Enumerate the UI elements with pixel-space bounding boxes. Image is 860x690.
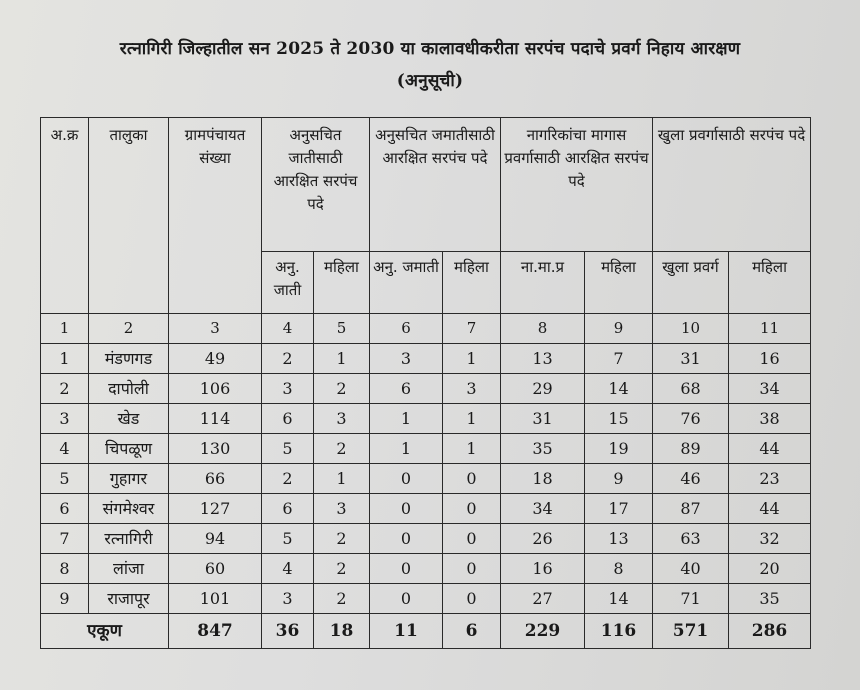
- taluka-cell: मंडणगड: [89, 344, 169, 374]
- table-row: [41, 524, 811, 554]
- sc-women-cell: 3: [314, 494, 370, 524]
- table-row: [41, 434, 811, 464]
- open-women-cell: 20: [729, 554, 811, 584]
- obc-women-cell: 14: [585, 584, 653, 614]
- sc-women-cell: 1: [314, 344, 370, 374]
- column-number: 11: [729, 314, 811, 344]
- open-cell: 46: [653, 464, 729, 494]
- sc-women-cell: 2: [314, 554, 370, 584]
- gp-count-cell: 114: [169, 404, 262, 434]
- sc-women-cell: 2: [314, 524, 370, 554]
- table-row: [41, 464, 811, 494]
- header-sc-women: महिला: [314, 252, 370, 314]
- column-number-row: [41, 314, 811, 344]
- gp-count-cell: 60: [169, 554, 262, 584]
- total-st: 11: [370, 614, 443, 649]
- header-open: खुला प्रवर्ग: [653, 252, 729, 314]
- serial-cell: 9: [41, 584, 89, 614]
- open-women-cell: 44: [729, 434, 811, 464]
- document-title: रत्नागिरी जिल्हातील सन 2025 ते 2030 या कालावधीकरीता सरपंच पदाचे प्रवर्ग निहाय आरक्षण: [119, 39, 741, 59]
- obc-women-cell: 17: [585, 494, 653, 524]
- header-open-women: महिला: [729, 252, 811, 314]
- column-number: 4: [262, 314, 314, 344]
- sc-cell: 5: [262, 434, 314, 464]
- total-obc-women: 116: [585, 614, 653, 649]
- obc-cell: 26: [501, 524, 585, 554]
- obc-cell: 35: [501, 434, 585, 464]
- sc-cell: 2: [262, 344, 314, 374]
- reservation-table: [40, 117, 811, 649]
- table-row: [41, 554, 811, 584]
- obc-women-cell: 15: [585, 404, 653, 434]
- st-cell: 6: [370, 374, 443, 404]
- total-open: 571: [653, 614, 729, 649]
- total-obc: 229: [501, 614, 585, 649]
- header-obc-group: नागरिकांचा मागास प्रवर्गासाठी आरक्षित सरपंच पदे: [501, 118, 653, 252]
- open-cell: 63: [653, 524, 729, 554]
- sc-women-cell: 3: [314, 404, 370, 434]
- table-row: [41, 404, 811, 434]
- obc-women-cell: 19: [585, 434, 653, 464]
- total-st-women: 6: [443, 614, 501, 649]
- column-number: 8: [501, 314, 585, 344]
- st-women-cell: 0: [443, 524, 501, 554]
- gp-count-cell: 127: [169, 494, 262, 524]
- st-cell: 3: [370, 344, 443, 374]
- header-st-women: महिला: [443, 252, 501, 314]
- st-women-cell: 0: [443, 584, 501, 614]
- gp-count-cell: 106: [169, 374, 262, 404]
- open-cell: 76: [653, 404, 729, 434]
- header-gp-count: ग्रामपंचायत संख्या: [169, 118, 262, 314]
- serial-cell: 3: [41, 404, 89, 434]
- taluka-cell: गुहागर: [89, 464, 169, 494]
- gp-count-cell: 101: [169, 584, 262, 614]
- st-cell: 0: [370, 584, 443, 614]
- st-women-cell: 3: [443, 374, 501, 404]
- open-women-cell: 34: [729, 374, 811, 404]
- obc-cell: 29: [501, 374, 585, 404]
- open-women-cell: 38: [729, 404, 811, 434]
- st-cell: 0: [370, 494, 443, 524]
- sc-women-cell: 2: [314, 584, 370, 614]
- table-row: [41, 374, 811, 404]
- st-cell: 1: [370, 404, 443, 434]
- header-sc: अनु. जाती: [262, 252, 314, 314]
- header-st: अनु. जमाती: [370, 252, 443, 314]
- open-women-cell: 16: [729, 344, 811, 374]
- serial-cell: 5: [41, 464, 89, 494]
- header-open-group: खुला प्रवर्गासाठी सरपंच पदे: [653, 118, 811, 252]
- open-cell: 68: [653, 374, 729, 404]
- serial-cell: 1: [41, 344, 89, 374]
- taluka-cell: रत्नागिरी: [89, 524, 169, 554]
- table-row: [41, 344, 811, 374]
- total-open-women: 286: [729, 614, 811, 649]
- taluka-cell: चिपळूण: [89, 434, 169, 464]
- total-row: [41, 614, 811, 649]
- open-women-cell: 44: [729, 494, 811, 524]
- st-cell: 0: [370, 524, 443, 554]
- column-number: 5: [314, 314, 370, 344]
- serial-cell: 8: [41, 554, 89, 584]
- serial-cell: 2: [41, 374, 89, 404]
- st-cell: 0: [370, 464, 443, 494]
- total-sc: 36: [262, 614, 314, 649]
- st-women-cell: 1: [443, 404, 501, 434]
- taluka-cell: दापोली: [89, 374, 169, 404]
- open-women-cell: 32: [729, 524, 811, 554]
- taluka-cell: लांजा: [89, 554, 169, 584]
- header-st-group: अनुसचित जमातीसाठी आरक्षित सरपंच पदे: [370, 118, 501, 252]
- obc-cell: 13: [501, 344, 585, 374]
- open-cell: 87: [653, 494, 729, 524]
- obc-women-cell: 9: [585, 464, 653, 494]
- header-row-groups: [41, 118, 811, 252]
- obc-cell: 16: [501, 554, 585, 584]
- st-women-cell: 1: [443, 434, 501, 464]
- sc-women-cell: 2: [314, 374, 370, 404]
- column-number: 1: [41, 314, 89, 344]
- taluka-cell: राजापूर: [89, 584, 169, 614]
- st-cell: 1: [370, 434, 443, 464]
- obc-cell: 31: [501, 404, 585, 434]
- taluka-cell: खेड: [89, 404, 169, 434]
- st-women-cell: 0: [443, 464, 501, 494]
- obc-cell: 18: [501, 464, 585, 494]
- total-gp: 847: [169, 614, 262, 649]
- obc-women-cell: 13: [585, 524, 653, 554]
- serial-cell: 4: [41, 434, 89, 464]
- obc-women-cell: 7: [585, 344, 653, 374]
- header-obc-women: महिला: [585, 252, 653, 314]
- gp-count-cell: 94: [169, 524, 262, 554]
- serial-cell: 7: [41, 524, 89, 554]
- sc-cell: 3: [262, 374, 314, 404]
- gp-count-cell: 130: [169, 434, 262, 464]
- obc-women-cell: 14: [585, 374, 653, 404]
- open-cell: 89: [653, 434, 729, 464]
- document-subtitle: (अनुसूची): [396, 71, 464, 91]
- column-number: 10: [653, 314, 729, 344]
- gp-count-cell: 66: [169, 464, 262, 494]
- total-sc-women: 18: [314, 614, 370, 649]
- sc-cell: 2: [262, 464, 314, 494]
- obc-cell: 34: [501, 494, 585, 524]
- column-number: 9: [585, 314, 653, 344]
- st-women-cell: 0: [443, 494, 501, 524]
- header-obc: ना.मा.प्र: [501, 252, 585, 314]
- column-number: 7: [443, 314, 501, 344]
- gp-count-cell: 49: [169, 344, 262, 374]
- column-number: 3: [169, 314, 262, 344]
- open-cell: 71: [653, 584, 729, 614]
- open-women-cell: 23: [729, 464, 811, 494]
- obc-women-cell: 8: [585, 554, 653, 584]
- sc-cell: 6: [262, 404, 314, 434]
- table-row: [41, 494, 811, 524]
- column-number: 6: [370, 314, 443, 344]
- sc-cell: 3: [262, 584, 314, 614]
- open-cell: 40: [653, 554, 729, 584]
- header-taluka: तालुका: [89, 118, 169, 314]
- taluka-cell: संगमेश्वर: [89, 494, 169, 524]
- sc-women-cell: 2: [314, 434, 370, 464]
- total-label: एकूण: [41, 614, 169, 649]
- serial-cell: 6: [41, 494, 89, 524]
- st-cell: 0: [370, 554, 443, 584]
- st-women-cell: 1: [443, 344, 501, 374]
- sc-cell: 5: [262, 524, 314, 554]
- obc-cell: 27: [501, 584, 585, 614]
- header-serial: अ.क्र: [41, 118, 89, 314]
- sc-cell: 4: [262, 554, 314, 584]
- open-women-cell: 35: [729, 584, 811, 614]
- table-row: [41, 584, 811, 614]
- st-women-cell: 0: [443, 554, 501, 584]
- header-sc-group: अनुसचित जातीसाठी आरक्षित सरपंच पदे: [262, 118, 370, 252]
- column-number: 2: [89, 314, 169, 344]
- sc-cell: 6: [262, 494, 314, 524]
- sc-women-cell: 1: [314, 464, 370, 494]
- open-cell: 31: [653, 344, 729, 374]
